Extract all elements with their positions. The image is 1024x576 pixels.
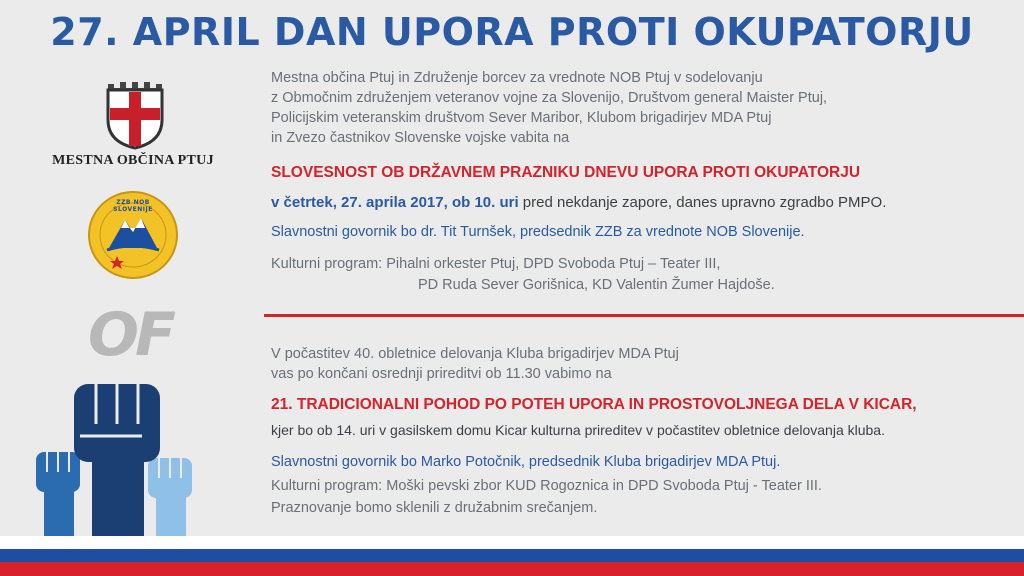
intro-line: in Zvezo častnikov Slovenske vojske vabita na bbox=[271, 130, 570, 146]
municipality-caption: MESTNA OBČINA PTUJ bbox=[52, 153, 214, 168]
intro-line: V počastitev 40. obletnice delovanja Kluba brigadirjev MDA Ptuj bbox=[271, 346, 679, 362]
ceremony-culture-continued: PD Ruda Sever Gorišnica, KD Valentin Žumer Hajdoše. bbox=[418, 277, 775, 293]
ceremony-date: v četrtek, 27. aprila 2017, ob 10. uri bbox=[271, 194, 519, 211]
ceremony-location: pred nekdanje zapore, danes upravno zgradbo PMPO. bbox=[518, 194, 887, 211]
zzb-badge bbox=[87, 190, 179, 280]
hike-speaker: Slavnostni govornik bo Marko Potočnik, predsednik Kluba brigadirjev MDA Ptuj. bbox=[271, 454, 781, 470]
of-logo: OF bbox=[88, 300, 172, 370]
intro-line: vas po končani osrednji prireditvi ob 11.30 vabimo na bbox=[271, 366, 612, 382]
section-divider bbox=[264, 314, 1024, 317]
intro-line: Mestna občina Ptuj in Združenje borcev za vrednote NOB Ptuj v sodelovanju bbox=[271, 70, 763, 86]
flag-stripe-white bbox=[0, 536, 1024, 549]
ceremony-title: SLOVESNOST OB DRŽAVNEM PRAZNIKU DNEVU UPORA PROTI OKUPATORJU bbox=[271, 164, 861, 181]
page-title: 27. APRIL DAN UPORA PROTI OKUPATORJU bbox=[50, 10, 974, 54]
intro-line: Policijskim veteranskim društvom Sever Maribor, Klubom brigadirjev MDA Ptuj bbox=[271, 110, 772, 126]
fists-illustration bbox=[30, 380, 210, 540]
ceremony-speaker: Slavnostni govornik bo dr. Tit Turnšek, predsednik ZZB za vrednote NOB Slovenije. bbox=[271, 224, 805, 240]
hike-culture: Kulturni program: Moški pevski zbor KUD Rogoznica in DPD Svoboda Ptuj - Teater III. bbox=[271, 478, 822, 494]
ceremony-datetime bbox=[271, 193, 886, 213]
hike-closing: Praznovanje bomo sklenili z družabnim srečanjem. bbox=[271, 500, 598, 516]
zzb-badge-text: ZZB NOB SLOVENIJE bbox=[113, 199, 153, 213]
coat-of-arms-icon bbox=[104, 80, 166, 150]
raised-fists-icon bbox=[30, 380, 210, 540]
ceremony-culture: Kulturni program: Pihalni orkester Ptuj, DPD Svoboda Ptuj – Teater III, bbox=[271, 256, 721, 272]
municipality-logo bbox=[104, 80, 166, 150]
flag-stripe-blue bbox=[0, 549, 1024, 562]
invitation-intro bbox=[271, 68, 827, 148]
hike-detail: kjer bo ob 14. uri v gasilskem domu Kicar kulturna prireditev v počastitev obletnice delovanja kluba. bbox=[271, 422, 885, 438]
hike-title: 21. TRADICIONALNI POHOD PO POTEH UPORA IN PROSTOVOLJNEGA DELA V KICAR, bbox=[271, 396, 917, 413]
flag-stripe-red bbox=[0, 562, 1024, 576]
intro-line: z Območnim združenjem veteranov vojne za Slovenijo, Društvom general Maister Ptuj, bbox=[271, 90, 828, 106]
hike-intro bbox=[271, 344, 679, 384]
